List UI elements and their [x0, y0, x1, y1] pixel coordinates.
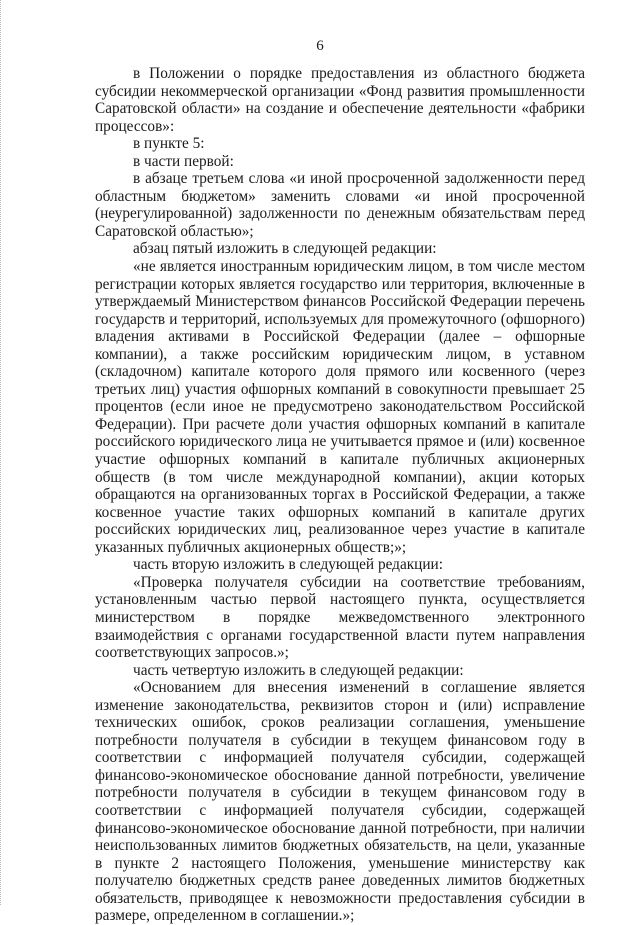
paragraph-regulation-intro: в Положении о порядке предоставления из областного бюджета субсидии некоммерческой организации «Фонд развития промышленности Саратовской области» на создание и обеспечение деятельности «фабрики процессов»:	[95, 65, 585, 135]
paragraph-subparagraph-three: в абзаце третьем слова «и иной просроченной задолженности перед областным бюджетом» заменить словами «и иной просроченной (неурегулированной) задолженности по денежным обязательствам перед Саратовской областью»;	[95, 170, 585, 240]
paragraph-part-two-intro: часть вторую изложить в следующей редакции:	[133, 556, 443, 574]
document-body	[95, 65, 585, 925]
paragraph-part-four-intro: часть четвертую изложить в следующей редакции:	[133, 661, 464, 679]
paragraph-point-5: в пункте 5:	[133, 135, 205, 153]
paragraph-offshore-text: «не является иностранным юридическим лицом, в том числе местом регистрации которых является государство или территория, включенные в утверждаемый Министерством финансов Российской Федерации перечень государств и территорий, используемых для промежуточного (офшорного) владения активами в Российской Федерации (далее – офшорные компании), а также российским юридическим лицом, в уставном (складочном) капитале которого доля прямого или косвенного (через третьих лиц) участия офшорных компаний в совокупности превышает 25 процентов (если иное не предусмотрено законодательством Российской Федерации). При расчете доли участия офшорных компаний в капитале российского юридического лица не учитывается прямое и (или) косвенное участие офшорных компаний в капитале публичных акционерных обществ (в том числе международной компании), акции которых обращаются на организованных торгах в Российской Федерации, а также косвенное участие таких офшорных компаний в капитале других российских юридических лиц, реализованное через участие в капитале указанных публичных акционерных обществ;»;	[95, 258, 585, 556]
paragraph-subparagraph-five-intro: абзац пятый изложить в следующей редакции:	[133, 240, 437, 258]
scan-edge-divider	[0, 0, 5, 905]
page-number: 6	[316, 38, 324, 54]
paragraph-verification-text: «Проверка получателя субсидии на соответствие требованиям, установленным частью первой настоящего пункта, осуществляется министерством в порядке межведомственного электронного взаимодействия с органами государственной власти путем направления соответствующих запросов.»;	[95, 573, 585, 662]
paragraph-part-one: в части первой:	[133, 152, 234, 170]
paragraph-agreement-changes-text: «Основанием для внесения изменений в соглашение является изменение законодательства, реквизитов сторон и (или) исправление технических ошибок, сроков реализации соглашения, уменьшение потребности получателя в субсидии в текущем финансовом году в соответствии с информацией получателя субсидии, содержащей финансово-экономическое обоснование данной потребности, увеличение потребности получателя в субсидии в текущем финансовом году в соответствии с информацией получателя субсидии, содержащей финансово-экономическое обоснование данной потребности, при наличии неиспользованных лимитов бюджетных обязательств, на цели, указанные в пункте 2 настоящего Положения, уменьшение министерству как получателю бюджетных средств ранее доведенных лимитов бюджетных обязательств, приводящее к невозможности предоставления субсидии в размере, определенном в соглашении.»;	[95, 679, 585, 925]
